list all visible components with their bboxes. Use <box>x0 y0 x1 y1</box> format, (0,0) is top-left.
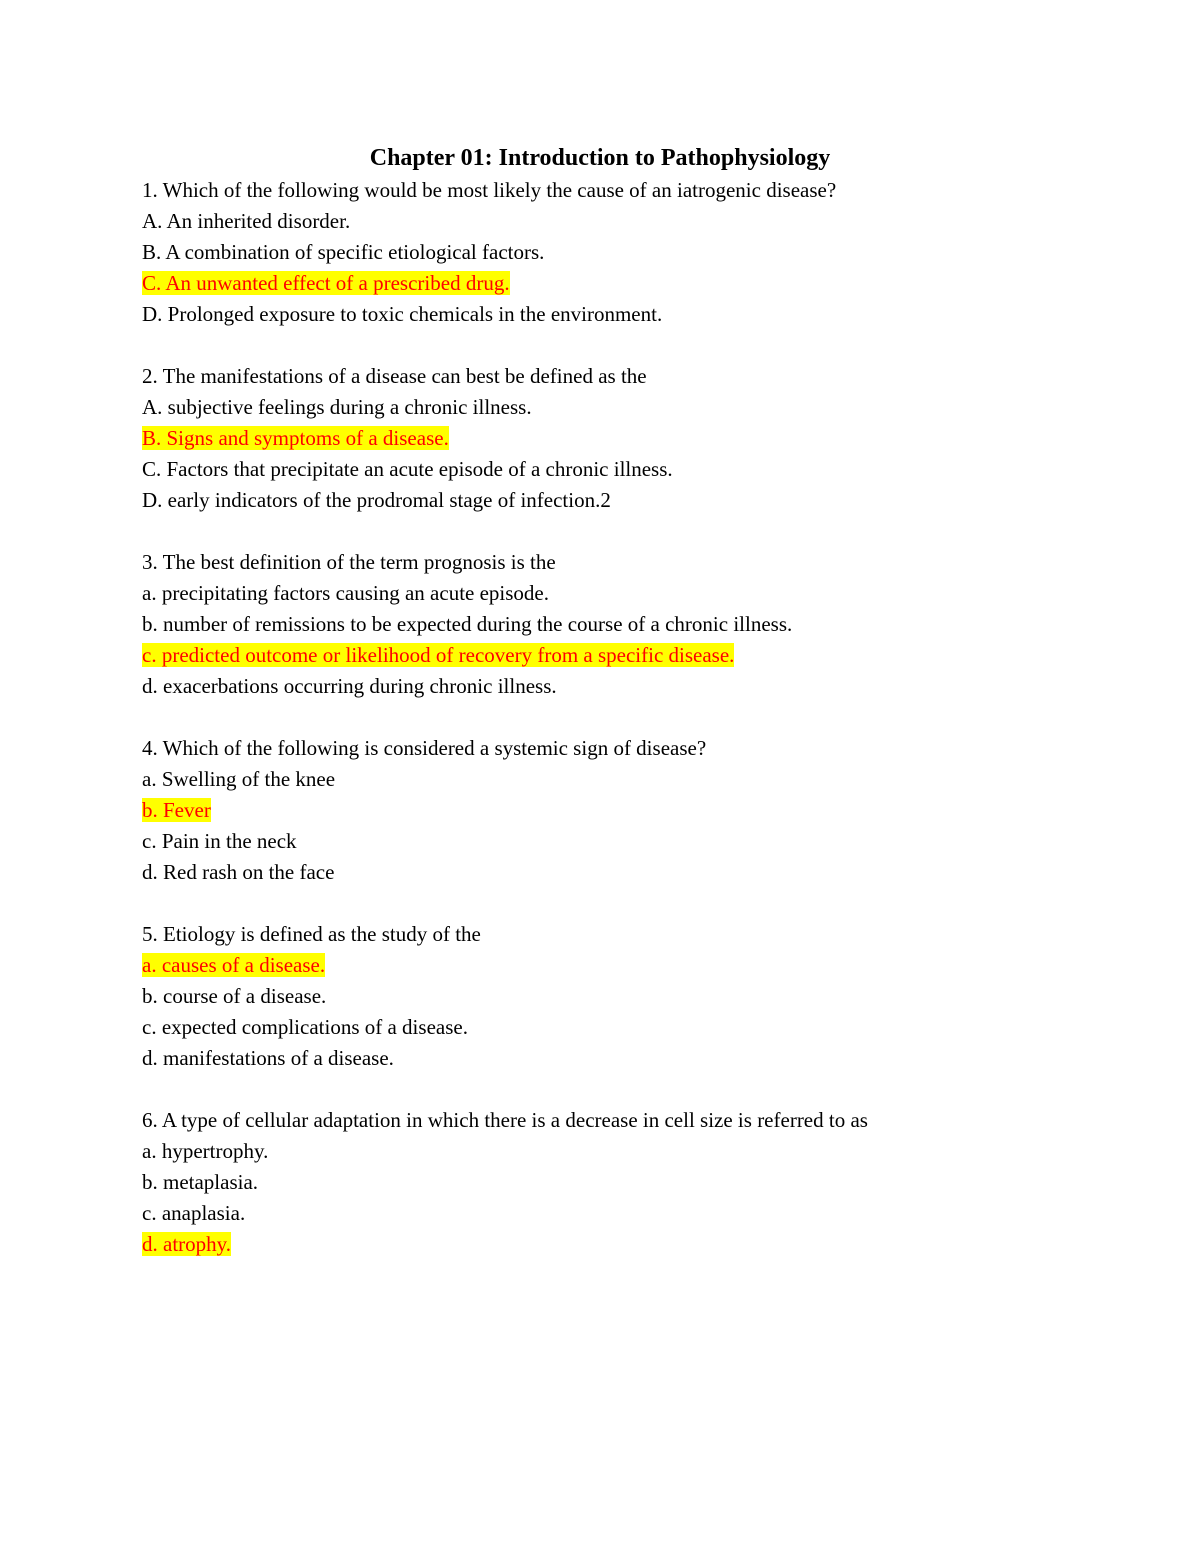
answer-option: c. Pain in the neck <box>142 829 297 853</box>
answer-option: b. metaplasia. <box>142 1170 259 1194</box>
question-list <box>142 175 1102 1291</box>
correct-answer-option: d. atrophy. <box>142 1232 232 1256</box>
correct-answer-option: C. An unwanted effect of a prescribed drug. <box>142 271 510 295</box>
correct-answer-option: b. Fever <box>142 798 211 822</box>
answer-option: c. expected complications of a disease. <box>142 1015 468 1039</box>
answer-option: D. early indicators of the prodromal stage of infection.2 <box>142 488 611 512</box>
question-stem: 3. The best definition of the term prognosis is the <box>142 550 556 574</box>
answer-option: D. Prolonged exposure to toxic chemicals in the environment. <box>142 302 663 326</box>
answer-option: d. Red rash on the face <box>142 860 335 884</box>
answer-option: a. hypertrophy. <box>142 1139 269 1163</box>
answer-option: A. An inherited disorder. <box>142 209 351 233</box>
answer-option: b. course of a disease. <box>142 984 327 1008</box>
answer-option: a. precipitating factors causing an acute episode. <box>142 581 549 605</box>
answer-option: d. manifestations of a disease. <box>142 1046 394 1070</box>
question-1 <box>142 175 1102 330</box>
question-2 <box>142 361 1102 516</box>
correct-answer-option: c. predicted outcome or likelihood of recovery from a specific disease. <box>142 643 735 667</box>
answer-option: a. Swelling of the knee <box>142 767 336 791</box>
correct-answer-option: a. causes of a disease. <box>142 953 326 977</box>
answer-option: b. number of remissions to be expected during the course of a chronic illness. <box>142 612 793 636</box>
document-title: Chapter 01: Introduction to Pathophysiology <box>369 145 831 171</box>
question-6 <box>142 1105 1102 1260</box>
question-4 <box>142 733 1102 888</box>
correct-answer-option: B. Signs and symptoms of a disease. <box>142 426 449 450</box>
question-stem: 4. Which of the following is considered a systemic sign of disease? <box>142 736 707 760</box>
answer-option: A. subjective feelings during a chronic illness. <box>142 395 532 419</box>
question-stem: 2. The manifestations of a disease can best be defined as the <box>142 364 647 388</box>
question-stem: 6. A type of cellular adaptation in which there is a decrease in cell size is referred to as <box>142 1108 868 1132</box>
answer-option: c. anaplasia. <box>142 1201 246 1225</box>
question-stem: 5. Etiology is defined as the study of the <box>142 922 481 946</box>
question-stem: 1. Which of the following would be most likely the cause of an iatrogenic disease? <box>142 178 837 202</box>
answer-option: B. A combination of specific etiological factors. <box>142 240 545 264</box>
answer-option: d. exacerbations occurring during chronic illness. <box>142 674 557 698</box>
question-3 <box>142 547 1102 702</box>
answer-option: C. Factors that precipitate an acute episode of a chronic illness. <box>142 457 673 481</box>
question-5 <box>142 919 1102 1074</box>
